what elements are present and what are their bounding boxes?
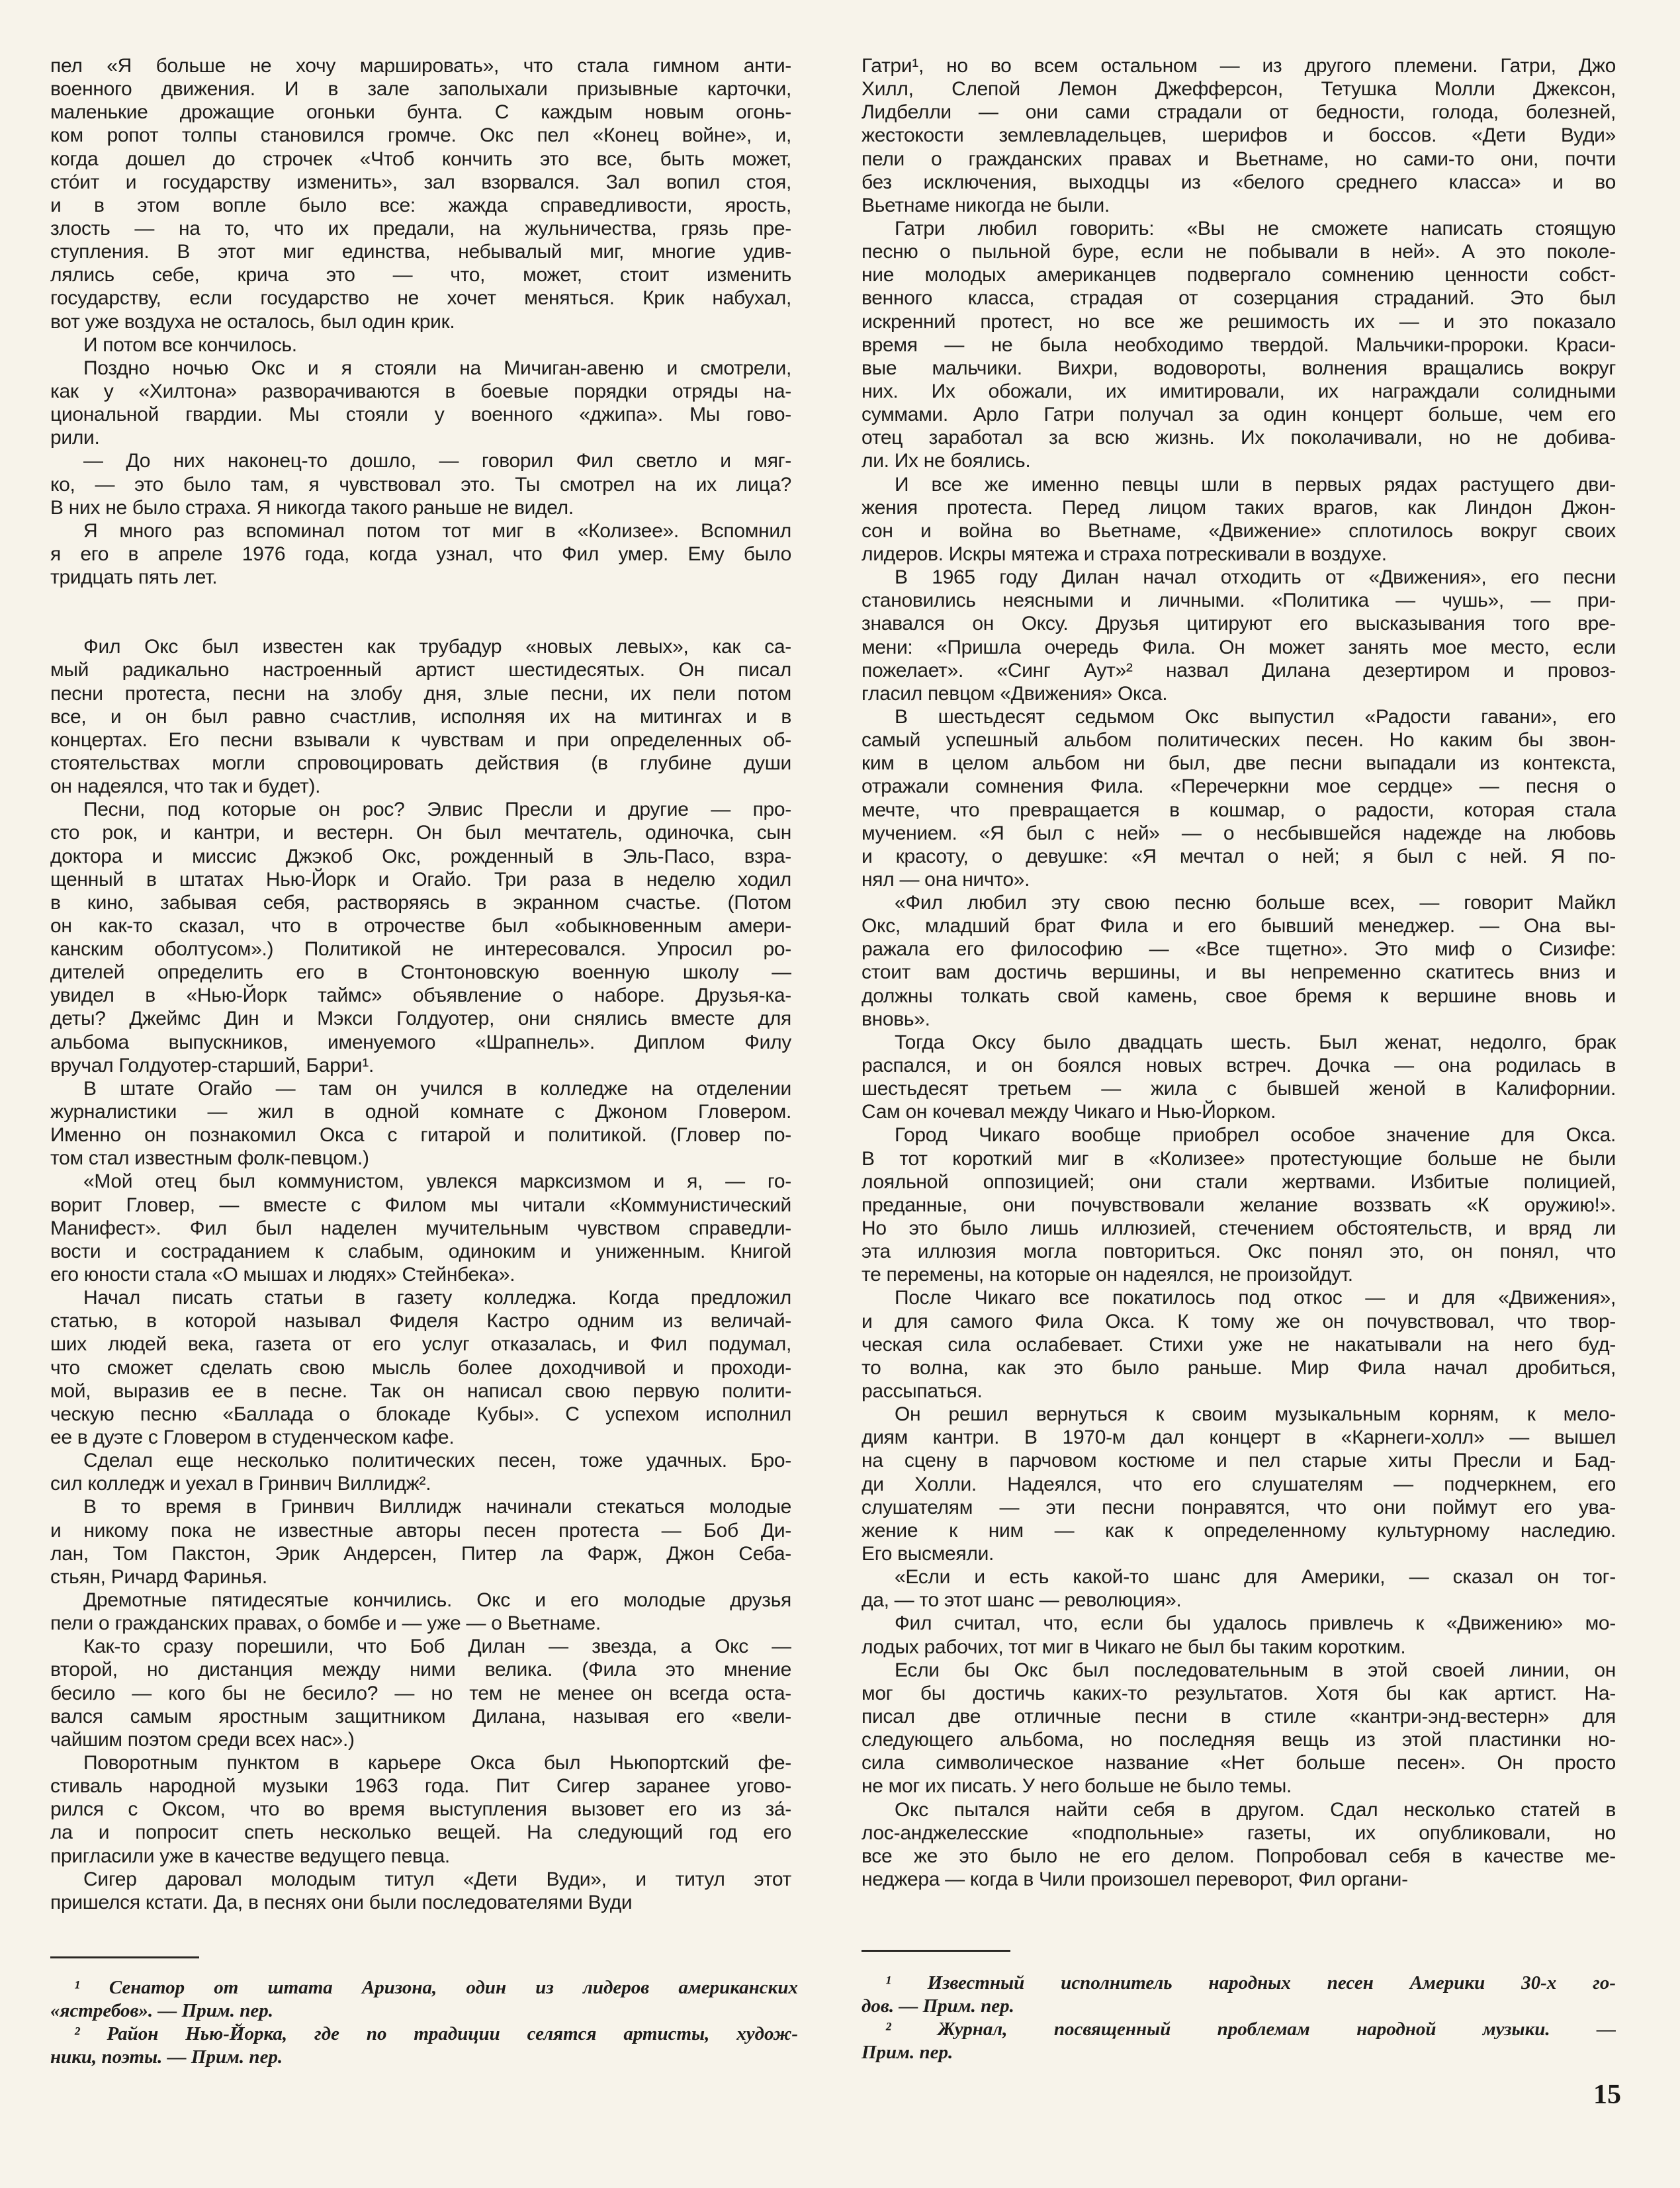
text-line: Вьетнаме никогда не были.	[862, 194, 1110, 216]
text-line: ворит Гловер, — вместе с Филом мы читали «Коммунистический	[50, 1194, 791, 1216]
text-line: те перемены, на которые он надеялся, не произойдут.	[862, 1264, 1353, 1286]
text-line: Гатри любил говорить: «Вы не сможете написать стоящую	[895, 217, 1616, 240]
paragraph	[50, 333, 791, 357]
footnotes-right	[862, 1970, 1616, 2064]
footnotes-left	[50, 1975, 798, 2068]
paragraph	[862, 54, 1616, 217]
text-line: увидел в «Нью-Йорк таймс» объявление о наборе. Друзья-ка-	[50, 985, 791, 1007]
text-line: пели о гражданских правах и Вьетнаме, но сами-то они, почти	[862, 148, 1616, 170]
text-line: В то время в Гринвич Виллидж начинали стекаться молодые	[83, 1496, 791, 1518]
paragraph	[50, 635, 791, 798]
text-line: сила символическое название «Нет больше песен». Он просто	[862, 1752, 1616, 1774]
text-line: Тогда Оксу было двадцать шесть. Был женат, недолго, брак	[895, 1031, 1616, 1053]
footnote	[50, 1975, 798, 2021]
text-line: Город Чикаго вообще приобрел особое значение для Окса.	[895, 1124, 1616, 1147]
text-line: второй, но дистанция между ними велика. (Фила это мнение	[50, 1659, 791, 1681]
text-line: Как-то сразу порешили, что Боб Дилан — звезда, а Окс —	[83, 1636, 791, 1658]
text-line: стьян, Ричард Фаринья.	[50, 1565, 267, 1588]
text-line: «Если и есть какой-то шанс для Америки, — сказал он тог-	[895, 1566, 1616, 1589]
paragraph	[862, 1612, 1616, 1658]
text-line: вался самым яростным защитником Дилана, называя его «вели-	[50, 1705, 791, 1728]
text-line: следующего альбома, но последняя вещь из этой пластинки но-	[862, 1729, 1616, 1751]
text-line: Окс, младший брат Фила и его бывший менеджер. — Она вы-	[862, 915, 1616, 938]
text-line: становились неясными и личными. «Политика — чушь», — при-	[862, 590, 1616, 612]
text-line: журналистики — жил в одной комнате с Джоном Гловером.	[50, 1101, 791, 1123]
paragraph	[862, 1798, 1616, 1892]
paragraph	[862, 891, 1616, 1031]
paragraph	[862, 705, 1616, 891]
text-line: неджера — когда в Чили произошел переворот, Фил органи-	[862, 1868, 1408, 1890]
text-line: то волна, как это было раньше. Мир Фила начал дробиться,	[862, 1356, 1616, 1379]
text-line: ла и попросит спеть несколько вещей. На следующий год его	[50, 1821, 791, 1844]
text-line: Сигер даровал молодым титул «Дети Вуди», и титул этот	[83, 1868, 791, 1890]
paragraph	[50, 1589, 791, 1635]
paragraph	[50, 1077, 791, 1170]
text-line: После Чикаго все покатилось под откос — и для «Движения»,	[895, 1287, 1616, 1309]
text-line: в кино, забывая себя, растворяясь в экранном счастье. (Потом	[50, 891, 791, 914]
paragraph	[50, 1170, 791, 1286]
text-line: концертах. Его песни взывали к чувствам и при определенных об-	[50, 728, 791, 751]
text-line: вые мальчики. Вихри, водовороты, волнения вращались вокруг	[862, 357, 1616, 379]
paragraph	[862, 1123, 1616, 1286]
text-line: жения протеста. Перед лицом таких врагов, как Линдон Джон-	[862, 496, 1616, 519]
text-line: деты? Джеймс Дин и Мэкси Голдуотер, они снялись вместе для	[50, 1008, 791, 1030]
text-line: ние молодых американцев подвергало сомнению ценности собст-	[862, 264, 1616, 286]
text-line: статью, в которой называл Фиделя Кастро одним из величай-	[50, 1310, 791, 1333]
paragraph	[50, 1868, 791, 1914]
text-line: песню о пыльной буре, если не побывали в ней». А это поколе-	[862, 241, 1616, 263]
article-continuation	[862, 54, 1616, 1891]
paragraph	[862, 1403, 1616, 1565]
text-line: сил колледж и уехал в Гринвич Виллидж².	[50, 1473, 431, 1495]
text-line: государству, если государство не хочет меняться. Крик набухал,	[50, 287, 791, 310]
text-line: он как-то сказал, что в отрочестве был «обыкновенным амери-	[50, 914, 791, 937]
paragraph	[50, 1286, 791, 1449]
text-line: «Мой отец был коммунистом, увлекся марксизмом и я, — го-	[83, 1170, 791, 1193]
text-line: Его высмеяли.	[862, 1543, 995, 1565]
text-line: Фил Окс был известен как трубадур «новых левых», как са-	[83, 636, 791, 658]
footnote-line: ¹ Известный исполнитель народных песен Америки 30-х го-	[885, 1972, 1616, 1993]
paragraph	[862, 566, 1616, 705]
text-line: вости и состраданием к слабым, одиноким и униженным. Книгой	[50, 1240, 791, 1262]
text-line: сто рок, и кантри, и вестерн. Он был мечтатель, одиночка, сын	[50, 822, 791, 844]
text-line: мучением. «Я был с ней» — о несбывшейся надежде на любовь	[862, 822, 1616, 844]
text-line: его юности стала «О мышах и людях» Стейнбека».	[50, 1264, 515, 1286]
paragraph	[50, 519, 791, 589]
text-line: мечте, что превращается в кошмар, о радости, которая стала	[862, 799, 1616, 821]
paragraph	[862, 1286, 1616, 1403]
text-line: — До них наконец-то дошло, — говорил Фил светло и мяг-	[83, 450, 791, 472]
text-line: пожелает». «Синг Аут»² назвал Дилана дезертиром и провоз-	[862, 659, 1616, 681]
text-line: что сможет сделать свою мысль более доходчивой и проходи-	[50, 1356, 791, 1379]
text-line: эта иллюзия могла повториться. Окс понял это, он понял, что	[862, 1241, 1616, 1263]
text-line: рассыпаться.	[862, 1380, 983, 1403]
text-line: все же это было не его делом. Попробовал себя в качестве ме-	[862, 1845, 1616, 1867]
text-line: альбома выпускников, именуемого «Шрапнель». Диплом Филу	[50, 1031, 791, 1053]
footnote-rule-left	[50, 1956, 199, 1958]
text-line: вновь».	[862, 1008, 930, 1030]
text-line: суммами. Арло Гатри получал за один концерт больше, чем его	[862, 404, 1616, 426]
text-line: жение к ним — как к определенному культурному наследию.	[862, 1519, 1616, 1542]
text-line: вот уже воздуха не осталось, был один крик.	[50, 310, 455, 333]
text-line: преданные, они почувствовали желание воззвать «К оружию!».	[862, 1194, 1616, 1216]
footnote	[50, 2021, 798, 2068]
text-line: и красоту, о девушке: «Я мечтал о ней; я был с ней. Я по-	[862, 845, 1616, 867]
paragraph	[50, 798, 791, 1077]
text-line: должны толкать свой камень, свое бремя к вершине вновь и	[862, 985, 1616, 1007]
text-line: ли. Их не боялись.	[862, 450, 1031, 472]
text-line: мой, выразив ее в песне. Так он написал свою первую полити-	[50, 1379, 791, 1402]
paragraph	[50, 54, 791, 333]
paragraph	[862, 1659, 1616, 1798]
text-line: Лидбелли — они сами страдали от бедности, голода, болезней,	[862, 101, 1616, 124]
text-line: да, — то этот шанс — революция».	[862, 1589, 1182, 1612]
text-line: маленькие дрожащие огоньки бунта. С каждым новым огонь-	[50, 101, 791, 124]
text-line: как у «Хилтона» разворачиваются в боевые порядки отряды на-	[50, 380, 791, 402]
text-line: отец заработал за всю жизнь. Их поколачивали, но не добива-	[862, 427, 1616, 449]
text-line: Окс пытался найти себя в другом. Сдал несколько статей в	[895, 1798, 1616, 1821]
section-break	[50, 589, 791, 635]
footnote-line: ники, поэты. — Прим. пер.	[50, 2046, 283, 2068]
text-line: слушателям — эти песни понравятся, что они поймут его ува-	[862, 1496, 1616, 1518]
footnote-line: «ястребов». — Прим. пер.	[50, 2000, 273, 2022]
text-line: и в этом вопле было все: жажда справедливости, ярость,	[50, 194, 791, 216]
text-line: вручал Голдуотер-старший, Барри¹.	[50, 1054, 375, 1076]
text-line: знавался он Оксу. Друзья цитируют его высказывания того вре-	[862, 613, 1616, 635]
text-line: доктора и миссис Джэкоб Окс, рожденный в Эль-Пасо, взра-	[50, 845, 791, 867]
text-line: военного движения. И в зале заполыхали призывные карточки,	[50, 78, 791, 101]
text-line: В тот короткий миг в «Колизее» протестующие больше не были	[862, 1147, 1616, 1170]
text-line: Поворотным пунктом в карьере Окса был Ньюпортский фе-	[83, 1751, 791, 1774]
text-line: без исключения, выходцы из «белого среднего класса» и во	[862, 171, 1616, 193]
text-line: Я много раз вспоминал потом тот миг в «Колизее». Вспомнил	[83, 519, 791, 542]
text-line: ражала его философию — «Все тщетно». Это миф о Сизифе:	[862, 938, 1616, 961]
text-line: Гатри¹, но во всем остальном — из другого племени. Гатри, Джо	[862, 55, 1616, 77]
text-line: и никому пока не известные авторы песен протеста — Боб Ди-	[50, 1519, 791, 1542]
text-line: стоит вам достичь вершины, и вы непременно скатитесь вниз и	[862, 961, 1616, 984]
article-section-1	[50, 54, 791, 589]
text-line: самый успешный альбом политических песен. Но каким бы звон-	[862, 729, 1616, 752]
text-line: ческая сила ослабевает. Стихи уже не накатывали на него буд-	[862, 1333, 1616, 1356]
right-column	[862, 54, 1616, 1891]
text-line: гласил певцом «Движения» Окса.	[862, 682, 1168, 705]
text-line: В них не было страха. Я никогда такого раньше не видел.	[50, 496, 574, 519]
text-line: ших людей века, газета от его услуг отказалась, и Фил подумал,	[50, 1333, 791, 1356]
text-line: ступления. В этот миг единства, небывалый миг, многие удив-	[50, 241, 791, 263]
text-line: дителей определить его в Стонтоновскую военную школу —	[50, 961, 791, 984]
text-line: лос-анджелесские «подпольные» газеты, их опубликовали, но	[862, 1821, 1616, 1844]
footnote	[862, 2017, 1616, 2063]
text-line: нял — она ничто».	[862, 868, 1030, 891]
text-line: И все же именно певцы шли в первых рядах растущего дви-	[895, 473, 1616, 496]
text-line: Если бы Окс был последовательным в этой своей линии, он	[895, 1659, 1616, 1681]
footnote-line: ² Район Нью-Йорка, где по традиции селятся артисты, худож-	[74, 2023, 798, 2045]
text-line: Фил считал, что, если бы удалось привлечь к «Движению» мо-	[895, 1612, 1616, 1635]
text-line: Дремотные пятидесятые кончились. Окс и его молодые друзья	[83, 1589, 791, 1611]
footnote	[862, 1970, 1616, 2017]
footnote-rule-right	[862, 1950, 1010, 1952]
paragraph	[50, 1495, 791, 1589]
text-line: искренний протест, но все же решимость их — и это показало	[862, 310, 1616, 333]
text-line: распался, и он боялся новых встреч. Дочка — она родилась в	[862, 1055, 1616, 1077]
page-number: 15	[1593, 2079, 1621, 2110]
text-line: лодых рабочих, тот миг в Чикаго не был бы таким коротким.	[862, 1636, 1406, 1658]
text-line: Сам он кочевал между Чикаго и Нью-Йорком.	[862, 1101, 1276, 1123]
text-line: злость — на то, что их предали, на жульничества, грязь пре-	[50, 217, 791, 240]
text-line: пели о гражданских правах, о бомбе и — уже — о Вьетнаме.	[50, 1612, 601, 1635]
text-line: чайшим поэтом среди всех нас».)	[50, 1728, 355, 1751]
text-line: циональной гвардии. Мы стояли у военного «джипа». Мы гово-	[50, 404, 791, 426]
text-line: И потом все кончилось.	[83, 333, 297, 356]
text-line: ди Холли. Надеялся, что его слушателям — подчеркнем, его	[862, 1473, 1616, 1495]
text-line: лояльной оппозицией; они стали жертвами. Избитые полицией,	[862, 1170, 1616, 1193]
left-column	[50, 54, 791, 1914]
text-line: жестокости землевладельцев, шерифов и боссов. «Дети Вуди»	[862, 124, 1616, 147]
text-line: лялись себе, крича это — что, может, стоит изменить	[50, 264, 791, 286]
text-line: Хилл, Слепой Лемон Джефферсон, Тетушка Молли Джексон,	[862, 78, 1616, 101]
text-line: Именно он познакомил Окса с гитарой и политикой. (Гловер по-	[50, 1124, 791, 1147]
text-line: ческую песню «Баллада о блокаде Кубы». С успехом исполнил	[50, 1403, 791, 1425]
paragraph	[50, 1751, 791, 1868]
text-line: ко, — это было там, я чувствовал это. Ты смотрел на их лица?	[50, 473, 791, 496]
text-line: «Фил любил эту свою песню больше всех, — говорит Майкл	[895, 892, 1616, 914]
text-line: он надеялся, что так и будет).	[50, 775, 321, 798]
text-line: Он решил вернуться к своим музыкальным корням, к мело-	[895, 1403, 1616, 1426]
text-line: щенный в штатах Нью-Йорк и Огайо. Три раза в неделю ходил	[50, 868, 791, 891]
paragraph	[50, 1449, 791, 1495]
text-line: пришелся кстати. Да, в песнях они были последователями Вуди	[50, 1891, 633, 1913]
text-line: все, и он был равно счастлив, исполняя их на митингах и в	[50, 705, 791, 728]
text-line: мый радикально настроенный артист шестидесятых. Он писал	[50, 659, 791, 681]
text-line: песни протеста, песни на злобу дня, злые песни, их пели потом	[50, 682, 791, 705]
text-line: Поздно ночью Окс и я стояли на Мичиган-авеню и смотрели,	[83, 357, 791, 379]
text-line: Но это было лишь иллюзией, стечением обстоятельств, и вряд ли	[862, 1217, 1616, 1240]
text-line: и для самого Фила Окса. К тому же он почувствовал, что твор-	[862, 1310, 1616, 1333]
text-line: венного класса, страдая от созерцания страданий. Это был	[862, 287, 1616, 310]
text-line: ее в дуэте с Гловером в студенческом кафе.	[50, 1426, 455, 1449]
text-line: рили.	[50, 427, 100, 449]
text-line: тридцать пять лет.	[50, 566, 218, 589]
text-line: В шестьдесят седьмом Окс выпустил «Радости гавани», его	[895, 705, 1616, 728]
text-line: лидеров. Искры мятежа и страха потрескивали в воздухе.	[862, 543, 1387, 565]
text-line: отражали сомнения Фила. «Перечеркни мое сердце» — песня о	[862, 775, 1616, 798]
paragraph	[50, 1635, 791, 1751]
text-line: Манифест». Фил был наделен мучительным чувством справедли-	[50, 1217, 791, 1239]
text-line: когда дошел до строчек «Чтоб кончить это все, быть может,	[50, 148, 791, 170]
text-line: них. Их обожали, их имитировали, их награждали солидными	[862, 380, 1616, 402]
text-line: на сцену в парчовом костюме и пел старые хиты Пресли и Бад-	[862, 1450, 1616, 1472]
text-line: время — не была необходимо твердой. Мальчики-пророки. Краси-	[862, 333, 1616, 356]
text-line: диям кантри. В 1970-м дал концерт в «Карнеги-холл» — вышел	[862, 1426, 1616, 1449]
text-line: стоятельствах могли спровоцировать действия (в глубине души	[50, 752, 791, 774]
footnote-line: ² Журнал, посвященный проблемам народной музыки. —	[885, 2019, 1616, 2040]
paragraph	[50, 357, 791, 450]
text-line: Начал писать статьи в газету колледжа. Когда предложил	[83, 1287, 791, 1309]
text-line: сон и война во Вьетнаме, «Движение» сплотилось вокруг своих	[862, 519, 1616, 542]
footnote-line: ¹ Сенатор от штата Аризона, один из лидеров американских	[74, 1977, 798, 1998]
text-line: сто́ит и государству изменить», зал взорвался. Зал вопил стоя,	[50, 171, 791, 193]
text-line: мог бы достичь каких-то результатов. Хотя бы как артист. На-	[862, 1682, 1616, 1704]
text-line: том стал известным фолк-певцом.)	[50, 1147, 369, 1170]
text-line: шестьдесят третьем — жила с бывшей женой в Калифорнии.	[862, 1078, 1616, 1100]
text-line: ком ропот толпы становился громче. Окс пел «Конец войне», и,	[50, 124, 791, 147]
paragraph	[50, 449, 791, 519]
text-line: Песни, под которые он рос? Элвис Пресли и другие — про-	[83, 799, 791, 821]
text-line: я его в апреле 1976 года, когда узнал, что Фил умер. Ему было	[50, 543, 791, 565]
text-line: мени: «Пришла очередь Фила. Он может занять мое место, если	[862, 636, 1616, 658]
text-line: канским оболтусом».) Политикой не интересовался. Упросил ро-	[50, 938, 791, 961]
text-line: В штате Огайо — там он учился в колледже на отделении	[83, 1077, 791, 1100]
paragraph	[862, 217, 1616, 473]
text-line: бесило — кого бы не бесило? — но тем не менее он всегда оста-	[50, 1682, 791, 1704]
paragraph	[862, 1565, 1616, 1612]
text-line: пел «Я больше не хочу маршировать», что стала гимном анти-	[50, 55, 791, 77]
text-line: рился с Оксом, что во время выступления вызовет его из за́-	[50, 1798, 791, 1821]
text-line: ким в целом альбом ни был, две песни выпадали из контекста,	[862, 752, 1616, 775]
article-section-2	[50, 635, 791, 1914]
text-line: В 1965 году Дилан начал отходить от «Движения», его песни	[895, 566, 1616, 589]
text-line: стиваль народной музыки 1963 года. Пит Сигер заранее угово-	[50, 1775, 791, 1798]
footnote-line: Прим. пер.	[862, 2042, 953, 2064]
footnote-line: дов. — Прим. пер.	[862, 1995, 1014, 2017]
text-line: пригласили уже в качестве ведущего певца.	[50, 1845, 450, 1867]
paragraph	[862, 473, 1616, 566]
text-line: писал две отличные песни в стиле «кантри-энд-вестерн» для	[862, 1705, 1616, 1728]
text-line: Сделал еще несколько политических песен, тоже удачных. Бро-	[83, 1450, 791, 1472]
paragraph	[862, 1031, 1616, 1124]
text-line: не мог их писать. У него больше не было темы.	[862, 1775, 1292, 1798]
text-line: лан, Том Пакстон, Эрик Андерсен, Питер ла Фарж, Джон Себа-	[50, 1542, 791, 1565]
